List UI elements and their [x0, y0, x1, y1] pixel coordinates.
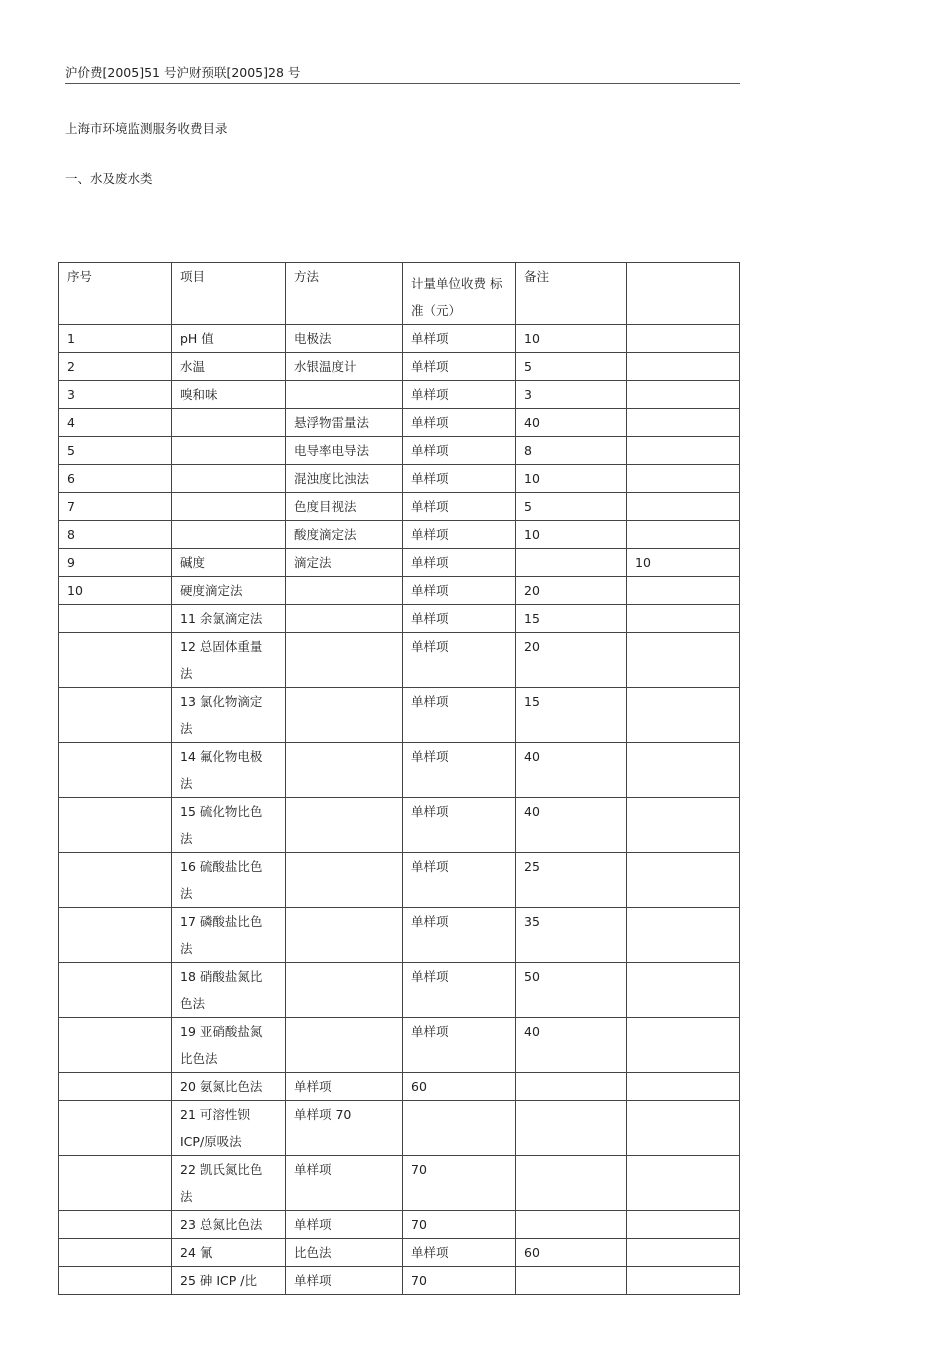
table-row — [59, 633, 740, 688]
table-cell — [627, 1073, 740, 1101]
table-cell: 碱度 — [172, 549, 286, 577]
table-cell: 单样项 — [403, 577, 516, 605]
document-title: 上海市环境监测服务收费目录 — [65, 121, 228, 136]
table-cell: 单样项 70 — [286, 1101, 403, 1156]
table-cell — [516, 549, 627, 577]
table-cell: 24 氰 — [172, 1239, 286, 1267]
table-cell — [172, 493, 286, 521]
table-cell: 20 — [516, 633, 627, 688]
table-cell: 水温 — [172, 353, 286, 381]
table-cell — [286, 688, 403, 743]
table-cell: 20 — [516, 577, 627, 605]
table-row — [59, 549, 740, 577]
table-cell: 15 — [516, 688, 627, 743]
table-cell: 单样项 — [403, 908, 516, 963]
table-cell — [286, 1018, 403, 1073]
table-cell — [172, 409, 286, 437]
table-cell: 35 — [516, 908, 627, 963]
table-cell: 单样项 — [403, 437, 516, 465]
table-row — [59, 853, 740, 908]
table-row — [59, 743, 740, 798]
table-cell: 10 — [516, 521, 627, 549]
table-header-row — [59, 263, 740, 325]
table-cell — [286, 633, 403, 688]
table-cell: 比色法 — [286, 1239, 403, 1267]
table-cell: 混浊度比浊法 — [286, 465, 403, 493]
table-cell: 单样项 — [403, 688, 516, 743]
table-cell: 单样项 — [403, 521, 516, 549]
table-cell: 5 — [59, 437, 172, 465]
table-row — [59, 381, 740, 409]
table-cell: 19 亚硝酸盐氮 比色法 — [172, 1018, 286, 1073]
table-cell: 6 — [59, 465, 172, 493]
table-cell: 60 — [516, 1239, 627, 1267]
table-cell — [627, 1267, 740, 1295]
table-cell: 单样项 — [286, 1156, 403, 1211]
table-cell — [286, 743, 403, 798]
table-cell: 12 总固体重量 法 — [172, 633, 286, 688]
table-cell — [627, 1211, 740, 1239]
table-cell — [627, 908, 740, 963]
table-cell: 23 总氮比色法 — [172, 1211, 286, 1239]
table-cell: 70 — [403, 1211, 516, 1239]
table-cell: 单样项 — [403, 798, 516, 853]
table-cell: 5 — [516, 493, 627, 521]
table-cell: 10 — [627, 549, 740, 577]
table-cell: 单样项 — [403, 549, 516, 577]
table-cell: 13 氯化物滴定 法 — [172, 688, 286, 743]
table-cell — [59, 605, 172, 633]
table-cell: 25 — [516, 853, 627, 908]
table-cell — [627, 605, 740, 633]
table-cell — [627, 409, 740, 437]
header-cell: 项目 — [172, 263, 286, 325]
table-cell: 40 — [516, 743, 627, 798]
table-cell — [172, 437, 286, 465]
table-cell — [516, 1156, 627, 1211]
table-cell — [627, 1101, 740, 1156]
table-cell: 70 — [403, 1267, 516, 1295]
table-cell — [627, 1239, 740, 1267]
table-cell — [627, 325, 740, 353]
table-cell: 2 — [59, 353, 172, 381]
table-cell: 22 凯氏氮比色 法 — [172, 1156, 286, 1211]
table-cell: 3 — [516, 381, 627, 409]
table-cell — [627, 577, 740, 605]
table-row — [59, 1267, 740, 1295]
header-cell: 序号 — [59, 263, 172, 325]
table-row — [59, 798, 740, 853]
table-cell: 单样项 — [403, 1018, 516, 1073]
fee-table — [58, 262, 740, 1295]
table-cell — [286, 381, 403, 409]
table-cell: 15 硫化物比色 法 — [172, 798, 286, 853]
table-cell: 电极法 — [286, 325, 403, 353]
table-cell — [59, 1018, 172, 1073]
table-cell: 10 — [59, 577, 172, 605]
table-cell — [627, 963, 740, 1018]
table-row — [59, 1018, 740, 1073]
table-cell: 单样项 — [286, 1211, 403, 1239]
table-cell — [286, 798, 403, 853]
table-row — [59, 963, 740, 1018]
header-cell: 备注 — [516, 263, 627, 325]
table-cell — [286, 577, 403, 605]
table-cell: 17 磷酸盐比色 法 — [172, 908, 286, 963]
table-cell — [627, 633, 740, 688]
table-cell — [59, 963, 172, 1018]
table-cell: 硬度滴定法 — [172, 577, 286, 605]
table-cell: 单样项 — [286, 1073, 403, 1101]
table-cell — [59, 1156, 172, 1211]
table-cell: 单样项 — [403, 633, 516, 688]
table-cell — [403, 1101, 516, 1156]
header-cell — [627, 263, 740, 325]
header-cell: 计量单位收费 标准（元） — [403, 263, 516, 325]
table-cell — [59, 1101, 172, 1156]
table-cell: 1 — [59, 325, 172, 353]
table-cell — [286, 853, 403, 908]
table-cell: 单样项 — [403, 1239, 516, 1267]
table-cell: 20 氨氮比色法 — [172, 1073, 286, 1101]
table-row — [59, 1073, 740, 1101]
table-row — [59, 521, 740, 549]
table-cell: 水银温度计 — [286, 353, 403, 381]
table-cell: 单样项 — [403, 325, 516, 353]
table-cell — [59, 1073, 172, 1101]
section-heading: 一、水及废水类 — [65, 171, 153, 186]
table-cell — [627, 853, 740, 908]
table-cell — [59, 853, 172, 908]
table-cell — [59, 908, 172, 963]
table-cell: 单样项 — [403, 743, 516, 798]
table-cell: 单样项 — [403, 353, 516, 381]
table-cell: 15 — [516, 605, 627, 633]
table-cell: 14 氟化物电极 法 — [172, 743, 286, 798]
table-cell: 单样项 — [403, 605, 516, 633]
table-cell: 4 — [59, 409, 172, 437]
table-cell — [627, 1018, 740, 1073]
table-cell: 单样项 — [403, 963, 516, 1018]
table-cell — [59, 688, 172, 743]
table-cell: pH 值 — [172, 325, 286, 353]
table-cell — [627, 798, 740, 853]
table-cell — [172, 521, 286, 549]
table-cell: 8 — [59, 521, 172, 549]
table-row — [59, 577, 740, 605]
table-cell — [516, 1073, 627, 1101]
table-row — [59, 325, 740, 353]
table-cell: 单样项 — [403, 409, 516, 437]
table-cell: 70 — [403, 1156, 516, 1211]
table-cell — [59, 1239, 172, 1267]
table-cell: 50 — [516, 963, 627, 1018]
table-cell: 单样项 — [403, 465, 516, 493]
table-cell — [286, 908, 403, 963]
table-cell: 5 — [516, 353, 627, 381]
table-cell — [59, 633, 172, 688]
table-row — [59, 409, 740, 437]
table-cell: 10 — [516, 325, 627, 353]
table-cell — [516, 1101, 627, 1156]
table-cell — [627, 465, 740, 493]
table-cell — [627, 381, 740, 409]
table-cell — [627, 353, 740, 381]
table-cell: 21 可溶性钡 ICP/原吸法 — [172, 1101, 286, 1156]
table-cell: 60 — [403, 1073, 516, 1101]
table-cell — [286, 605, 403, 633]
table-cell: 嗅和味 — [172, 381, 286, 409]
table-cell: 40 — [516, 409, 627, 437]
table-cell: 9 — [59, 549, 172, 577]
table-cell — [59, 798, 172, 853]
table-cell: 电导率电导法 — [286, 437, 403, 465]
table-cell — [627, 688, 740, 743]
table-row — [59, 465, 740, 493]
table-cell — [627, 743, 740, 798]
table-row — [59, 1101, 740, 1156]
table-cell: 25 砷 ICP /比 — [172, 1267, 286, 1295]
table-cell: 8 — [516, 437, 627, 465]
table-cell: 色度目视法 — [286, 493, 403, 521]
table-row — [59, 688, 740, 743]
table-cell — [627, 521, 740, 549]
table-cell: 滴定法 — [286, 549, 403, 577]
table-cell: 单样项 — [403, 381, 516, 409]
table-cell: 单样项 — [403, 853, 516, 908]
table-cell: 40 — [516, 798, 627, 853]
table-cell — [516, 1267, 627, 1295]
table-cell: 单样项 — [286, 1267, 403, 1295]
table-cell — [59, 1267, 172, 1295]
table-cell: 3 — [59, 381, 172, 409]
table-cell: 酸度滴定法 — [286, 521, 403, 549]
table-cell: 18 硝酸盐氮比 色法 — [172, 963, 286, 1018]
table-cell — [59, 1211, 172, 1239]
table-cell — [286, 963, 403, 1018]
table-cell: 悬浮物雷量法 — [286, 409, 403, 437]
table-cell: 单样项 — [403, 493, 516, 521]
table-row — [59, 1239, 740, 1267]
table-row — [59, 493, 740, 521]
table-cell: 40 — [516, 1018, 627, 1073]
table-cell — [172, 465, 286, 493]
header-cell: 方法 — [286, 263, 403, 325]
table-cell — [627, 1156, 740, 1211]
table-cell — [59, 743, 172, 798]
table-cell — [627, 437, 740, 465]
table-row — [59, 437, 740, 465]
table-row — [59, 1156, 740, 1211]
table-cell — [627, 493, 740, 521]
document-header: 沪价费[2005]51 号沪财预联[2005]28 号 — [65, 63, 740, 84]
table-row — [59, 353, 740, 381]
table-cell: 16 硫酸盐比色 法 — [172, 853, 286, 908]
table-row — [59, 908, 740, 963]
table-cell: 10 — [516, 465, 627, 493]
table-cell — [516, 1211, 627, 1239]
table-row — [59, 1211, 740, 1239]
table-cell: 7 — [59, 493, 172, 521]
table-cell: 11 余氯滴定法 — [172, 605, 286, 633]
fee-table-body — [59, 263, 740, 1295]
table-row — [59, 605, 740, 633]
